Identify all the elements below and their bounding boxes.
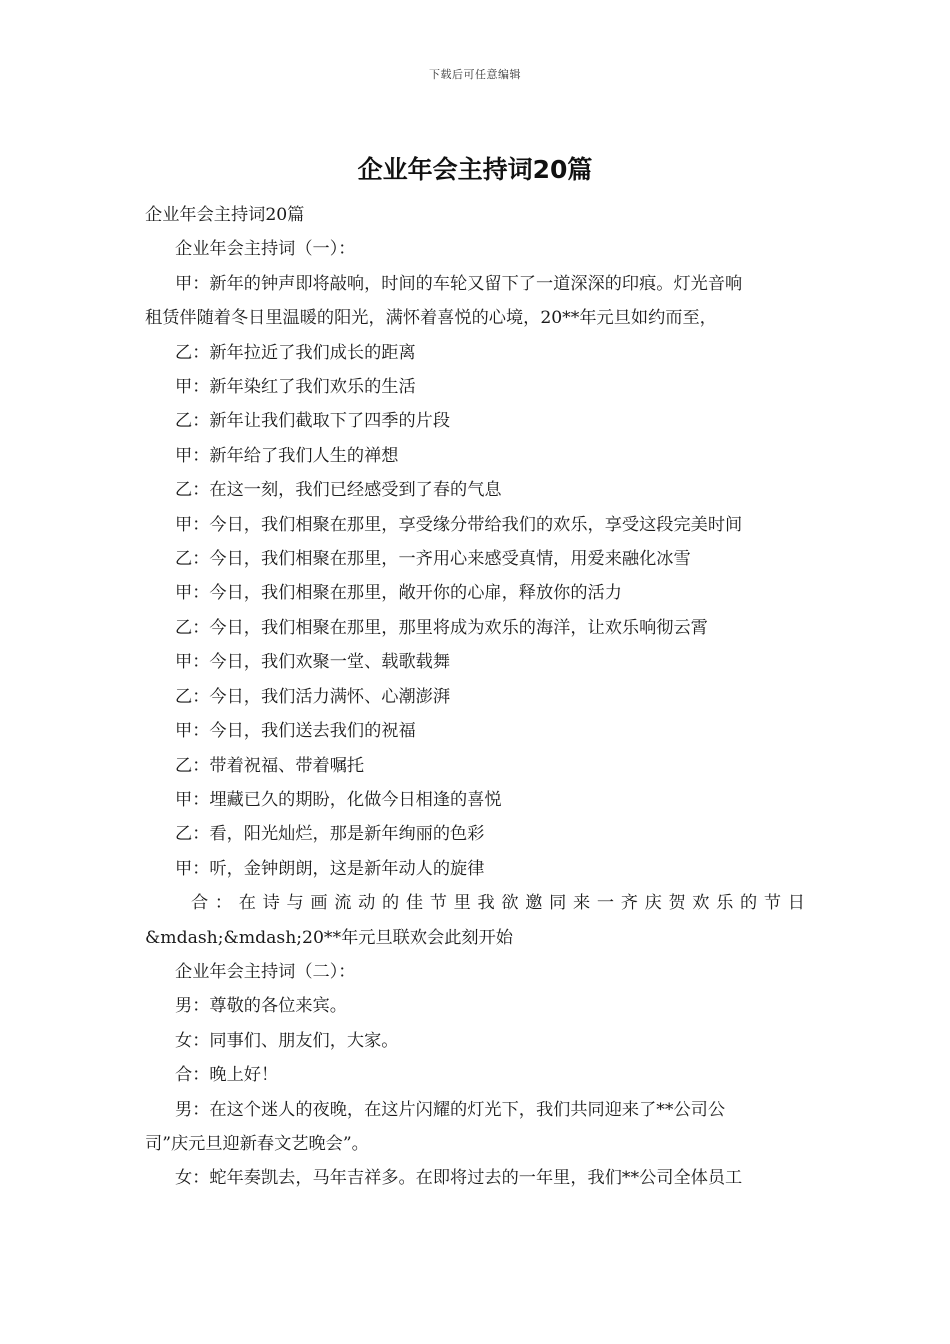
- dialogue-line: 甲：今日，我们送去我们的祝福: [175, 721, 416, 742]
- paragraph-line: &mdash;&mdash;20**年元旦联欢会此刻开始: [145, 927, 513, 948]
- dialogue-line: 女：同事们、朋友们，大家。: [175, 1030, 399, 1051]
- dialogue-line: 乙：今日，我们活力满怀、心潮澎湃: [175, 686, 451, 707]
- paragraph-line: 司”庆元旦迎新春文艺晚会”。: [145, 1133, 369, 1154]
- dialogue-line: 甲：埋藏已久的期盼，化做今日相逢的喜悦: [175, 789, 502, 810]
- document-body: [145, 198, 805, 1196]
- paragraph-line: 甲：新年的钟声即将敲响，时间的车轮又留下了一道深深的印痕。灯光音响: [175, 273, 743, 294]
- dialogue-line: 乙：今日，我们相聚在那里，一齐用心来感受真情，用爱来融化冰雪: [175, 549, 691, 570]
- dialogue-line: 男：在这个迷人的夜晚，在这片闪耀的灯光下，我们共同迎来了**公司公: [175, 1099, 726, 1120]
- dialogue-line: 甲：新年给了我们人生的禅想: [175, 445, 399, 466]
- dialogue-line: 乙：新年拉近了我们成长的距离: [175, 342, 416, 363]
- dialogue-line: 女：蛇年奏凯去，马年吉祥多。在即将过去的一年里，我们**公司全体员工: [175, 1168, 743, 1189]
- dialogue-line: 乙：看，阳光灿烂，那是新年绚丽的色彩: [175, 824, 485, 845]
- section-heading-2: 企业年会主持词（二）：: [175, 961, 356, 982]
- dialogue-line: 男：尊敬的各位来宾。: [175, 996, 347, 1017]
- section-heading-1: 企业年会主持词（一）：: [175, 239, 356, 260]
- document-title: 企业年会主持词20篇: [357, 155, 593, 184]
- dialogue-line: 甲：今日，我们相聚在那里，享受缘分带给我们的欢乐，享受这段完美时间: [175, 514, 743, 535]
- dialogue-line: 乙：带着祝福、带着嘱托: [175, 755, 365, 776]
- dialogue-line: 合：在诗与画流动的佳节里我欲邀同来一齐庆贺欢乐的节日: [191, 893, 805, 914]
- dialogue-line: 乙：新年让我们截取下了四季的片段: [175, 411, 451, 432]
- dialogue-line: 合：晚上好！: [175, 1065, 279, 1086]
- dialogue-line: 甲：今日，我们相聚在那里，敞开你的心扉，释放你的活力: [175, 583, 622, 604]
- paragraph-line: 租赁伴随着冬日里温暖的阳光，满怀着喜悦的心境，20**年元旦如约而至，: [145, 308, 717, 329]
- dialogue-line: 甲：今日，我们欢聚一堂、载歌载舞: [175, 652, 451, 673]
- dialogue-line: 乙：在这一刻，我们已经感受到了春的气息: [175, 480, 502, 501]
- dialogue-line: 甲：听，金钟朗朗，这是新年动人的旋律: [175, 858, 485, 879]
- page-header-note: 下载后可任意编辑: [429, 68, 521, 81]
- dialogue-line: 甲：新年染红了我们欢乐的生活: [175, 377, 416, 398]
- dialogue-line: 乙：今日，我们相聚在那里，那里将成为欢乐的海洋，让欢乐响彻云霄: [175, 617, 708, 638]
- body-subtitle: 企业年会主持词20篇: [145, 205, 305, 225]
